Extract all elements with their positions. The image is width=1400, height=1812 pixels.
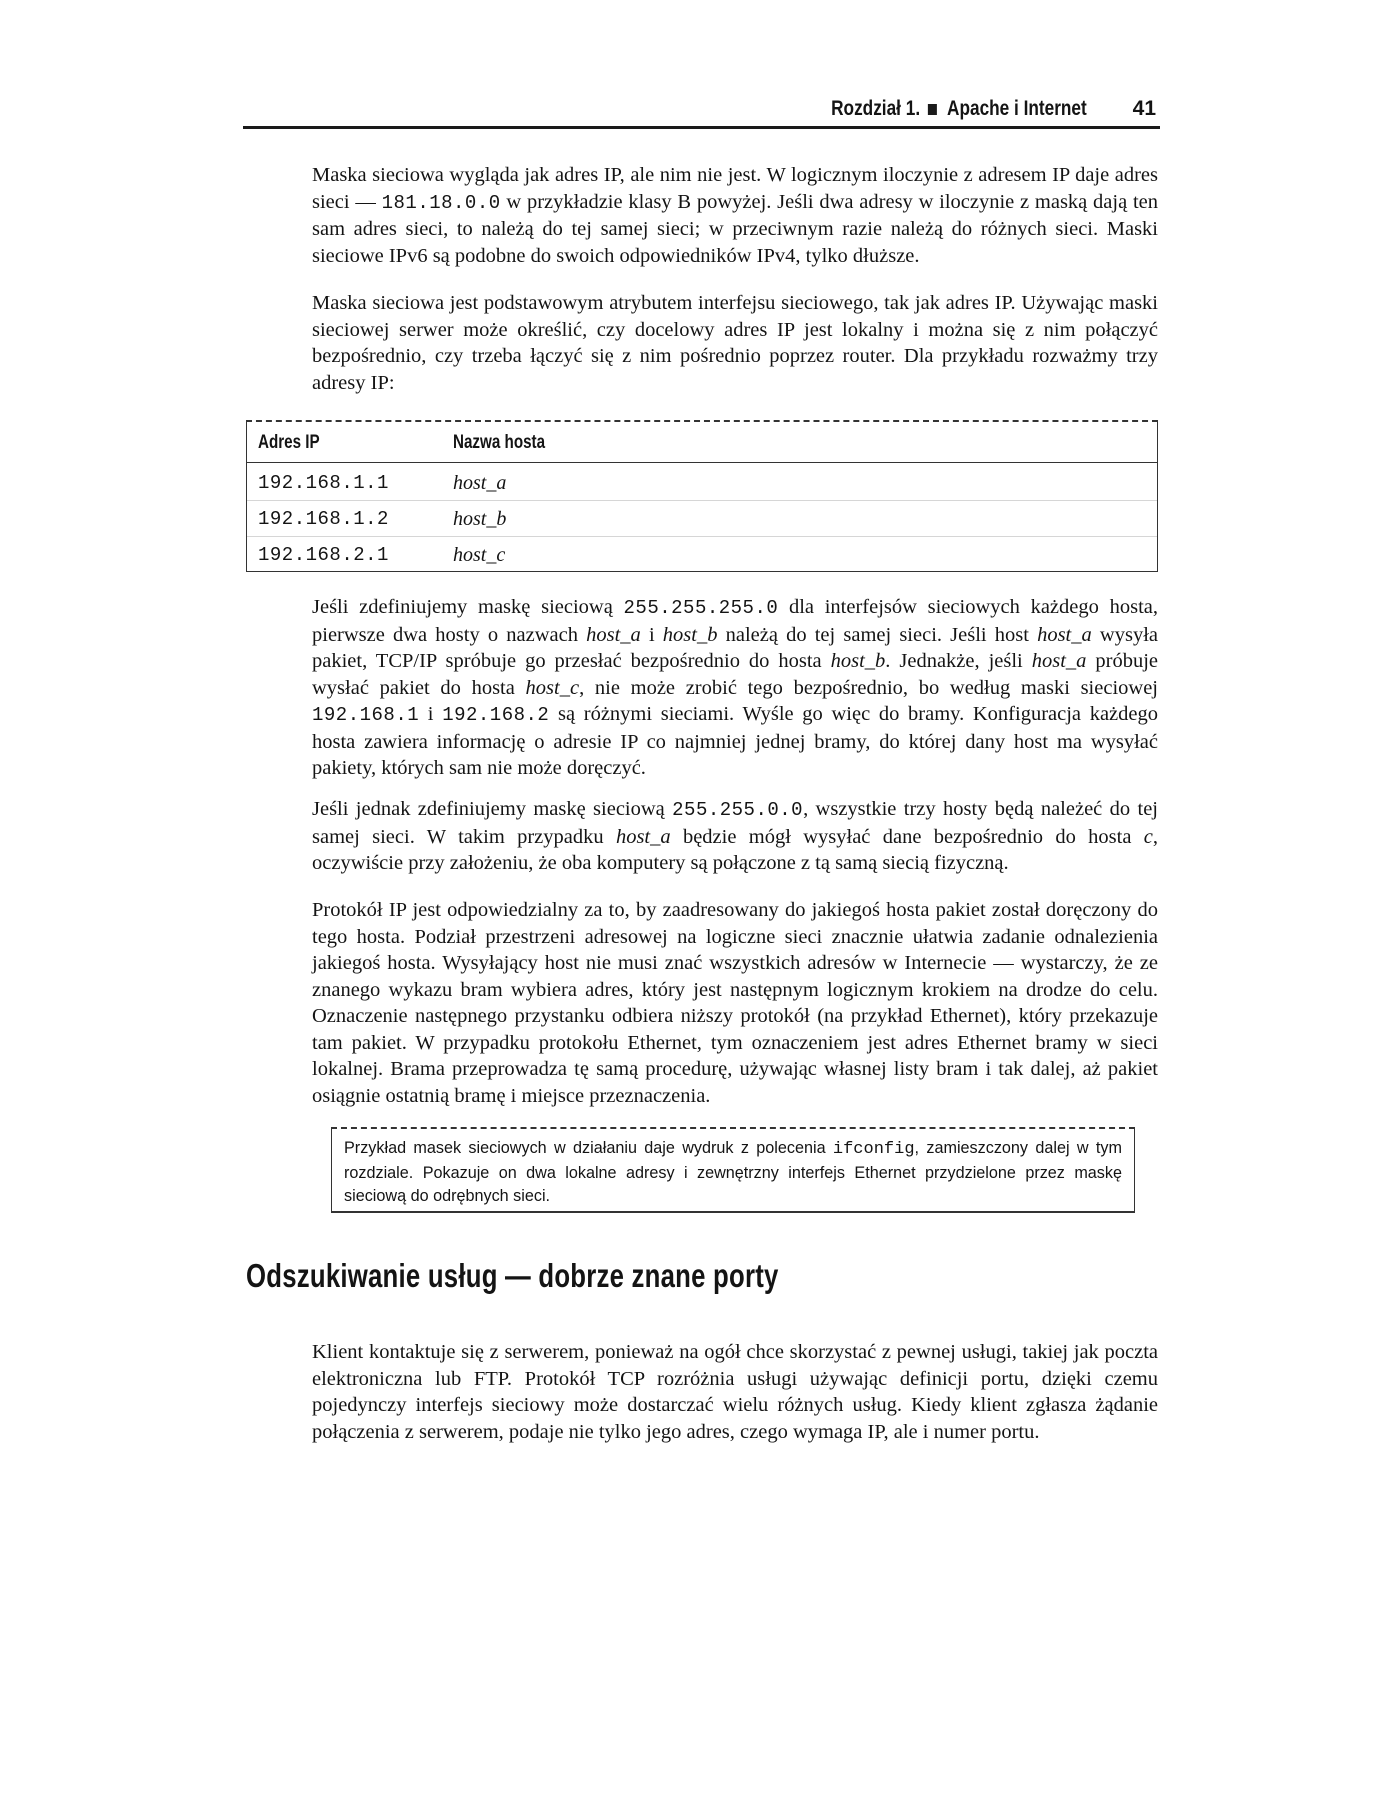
cell-ip: 192.168.1.1 [258,472,389,494]
cell-host: host_b [453,508,507,530]
text-run: Jeśli jednak zdefiniujemy maskę sieciową [312,798,673,820]
chapter-name: Apache i Internet [946,97,1087,120]
code-command: ifconfig [832,1140,915,1159]
host-name: host_a [1037,623,1092,646]
chapter-title [831,97,1087,121]
cell-host: host_a [453,472,507,494]
cell-ip: 192.168.2.1 [258,544,389,566]
cell-ip: 192.168.1.2 [258,508,389,530]
bullet-square-icon [928,104,937,115]
text-run: są różnymi sieciami. Wyśle go więc do bramy. Konfiguracja każdego hosta zawiera informację o adresie IP co najmniej jednej bramy, do której dany host ma wysyłać pakiety, których sam nie może doręczyć. [312,703,1158,779]
table-header-row [247,422,1157,463]
code-mask: 255.255.0.0 [672,799,804,821]
running-header [243,92,1160,129]
text-run: będzie mógł wysyłać dane bezpośrednio do hosta [670,825,1144,848]
text-run: , oczywiście przy założeniu, że oba komputery są połączone z tą samą siecią fizyczną. [312,825,1159,874]
code-network: 192.168.1 [312,704,420,726]
host-name: host_b [830,650,886,672]
table-row [247,536,1157,572]
page-number: 41 [1132,97,1156,120]
text-run: należą do tej samej sieci. Jeśli host [717,623,1038,646]
ip-host-table [246,420,1158,572]
host-name: host_a [615,825,671,848]
paragraph-ports: Klient kontaktuje się z serwerem, ponieważ na ogół chce skorzystać z pewnej usługi, takiej jak poczta elektroniczna lub FTP. Protokół TCP rozróżnia usługi używając definicji portu, dzięki czemu pojedynczy interfejs sieciowy może dostarczać wielu różnych usług. Kiedy klient zgłasza żądanie połączenia z serwerem, podaje nie tylko jego adres, czego wymaga IP, ale i numer portu. [312,1341,1158,1443]
text-run: dla interfejsów sieciowych każdego hosta, pierwsze dwa hosty o nazwach [312,596,1158,646]
paragraph-netmask-intro [312,162,1158,269]
paragraph-mask-example-2 [312,796,1158,877]
note-text [344,1137,1122,1209]
text-run: Jeśli zdefiniujemy maskę sieciową [312,596,624,618]
host-name: host_b [662,623,718,646]
text-run: w przykładzie klasy B powyżej. Jeśli dwa adresy w iloczynie z maską dają ten sam adres sieci, to należą do tej samej sieci; w przeciwnym razie należą do różnych sieci. Maski sieciowe IPv6 są podobne do swoich odpowiedników IPv4, tylko dłuższe. [312,190,1158,267]
table-row [247,500,1157,537]
section-heading: Odszukiwanie usług — dobrze znane porty [246,1257,779,1294]
header-ip-address: Adres IP [258,432,320,453]
code-mask: 255.255.255.0 [623,597,779,619]
note-top-dashed-rule [331,1127,1135,1129]
text-run: Przykład masek sieciowych w działaniu daje wydruk z polecenia [344,1139,833,1157]
host-name: host_c [525,676,580,699]
text-run: Maska sieciowa wygląda jak adres IP, ale nim nie jest. W logicznym iloczynie z adresem IP daje adres sieci — [312,164,1158,213]
text-run: , nie może zrobić tego bezpośrednio, bo według maski sieciowej [579,676,1158,699]
table-row [247,464,1157,501]
text-run: i [419,703,443,725]
host-name: c [1143,825,1153,848]
text-run: i [640,623,663,646]
text-run: , wszystkie trzy hosty będą należeć do tej samej sieci. W takim przypadku [312,798,1158,848]
host-name: host_a [586,623,641,646]
paragraph-mask-example [312,594,1158,782]
text-run: , zamieszczony dalej w tym rozdziale. Pokazuje on dwa lokalne adresy i zewnętrzny interfejs Ethernet przydzielone przez maskę sieciową do odrębnych sieci. [344,1139,1122,1205]
code-network: 192.168.2 [442,704,550,726]
text-run: wysyła pakiet, TCP/IP spróbuje go przesłać bezpośrednio do hosta [312,623,1158,672]
paragraph-netmask-attribute: Maska sieciowa jest podstawowym atrybutem interfejsu sieciowego, tak jak adres IP. Używając maski sieciowej serwer może określić, czy docelowy adres IP jest lokalny i można się z nim połączyć bezpośrednio, czy trzeba łączyć się z nim pośrednio poprzez router. Dla przykładu rozważmy trzy adresy IP: [312,292,1158,394]
host-name: host_a [1031,650,1087,672]
cell-host: host_c [453,544,506,566]
paragraph-ip-protocol: Protokół IP jest odpowiedzialny za to, by zaadresowany do jakiegoś hosta pakiet został doręczony do tego hosta. Podział przestrzeni adresowej na logiczne sieci znacznie ułatwia zadanie odnalezienia jakiegoś hosta. Wysyłający host nie musi znać wszystkich adresów w Internecie — wystarczy, że ze znanego wykazu bram wybiera adres, który jest następnym logicznym krokiem na drodze do celu. Oznaczenie następnego przystanku odbiera niższy protokół (na przykład Ethernet), który przekazuje tam pakiet. W przypadku protokołu Ethernet, tym oznaczeniem jest adres Ethernet bramy w sieci lokalnej. Brama przeprowadza tę samą procedurę, używając własnej listy bram i tak dalej, aż pakiet osiągnie ostatnią bramę i miejsce przeznaczenia. [312,899,1158,1107]
text-run: próbuje wysłać pakiet do hosta [312,650,1158,699]
chapter-number: Rozdział 1. [831,97,921,120]
header-host-name: Nazwa hosta [453,432,546,453]
text-run: . Jednakże, jeśli [885,650,1032,672]
code-network-address: 181.18.0.0 [381,191,501,214]
note-box [331,1127,1135,1213]
